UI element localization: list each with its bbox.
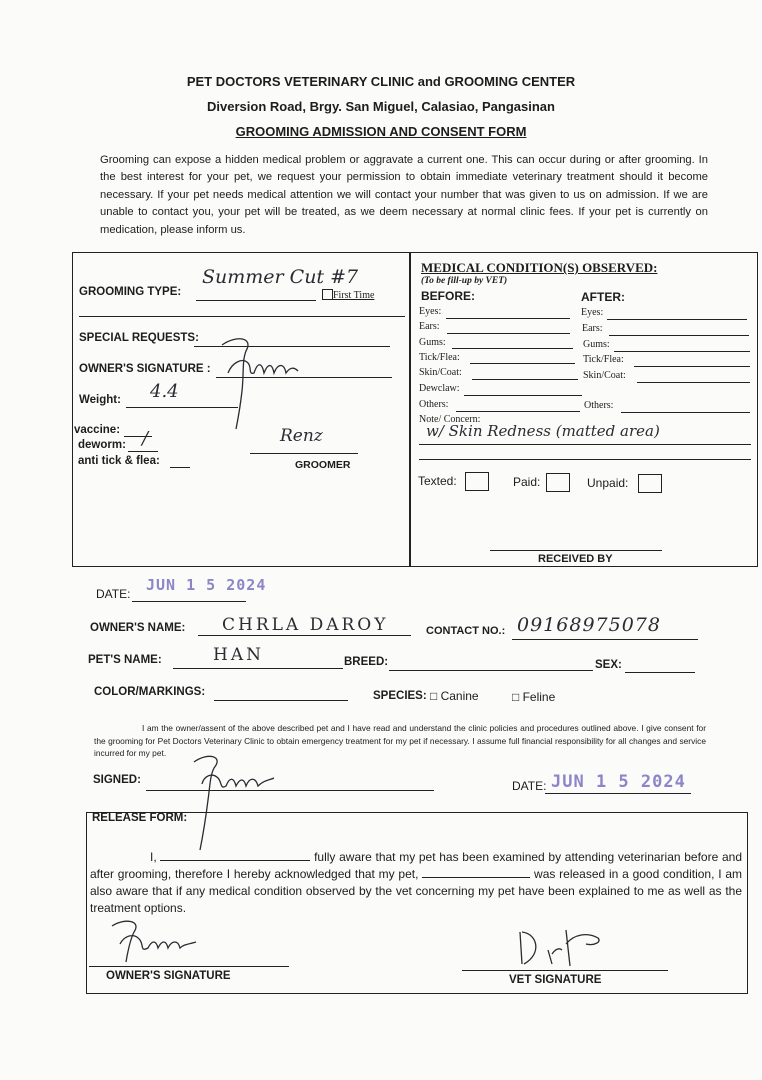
date-stamp[interactable]: JUN 1 5 2024	[146, 576, 267, 594]
paid-label: Paid:	[513, 475, 541, 489]
after-eyes-line[interactable]	[607, 319, 747, 320]
feline-option[interactable]: □ Feline	[512, 690, 556, 704]
vet-signature-label: VET SIGNATURE	[509, 974, 602, 986]
consent-paragraph: I am the owner/assent of the above described pet and I have read and understand the clinic policies and procedures outlined above. I give consent for the grooming for Pet Doctors Veterinary Clinic to obtain emergency treatment for my pet if necessary. I assume full financial responsibility for all changes and service incurred for my pet.	[94, 723, 706, 758]
before-label: BEFORE:	[421, 289, 475, 303]
contact-value[interactable]: 09168975078	[517, 614, 661, 636]
before-eyes-line[interactable]	[446, 318, 570, 319]
sex-label: SEX:	[595, 659, 622, 671]
before-skin-label: Skin/Coat:	[419, 367, 462, 378]
weight-label: Weight:	[79, 394, 121, 406]
before-skin-line[interactable]	[472, 379, 578, 380]
weight-value[interactable]: 4.4	[150, 381, 179, 402]
owner-name-label: OWNER'S NAME:	[90, 622, 186, 634]
release-paragraph	[90, 849, 742, 917]
after-tick-label: Tick/Flea:	[583, 354, 624, 365]
signed-date-stamp[interactable]: JUN 1 5 2024	[551, 772, 686, 792]
contact-label: CONTACT NO.:	[426, 625, 506, 637]
vaccine-label: vaccine:	[74, 424, 121, 436]
after-skin-line[interactable]	[637, 382, 750, 383]
release-owner-blank[interactable]	[160, 849, 310, 861]
box-divider	[409, 252, 411, 567]
special-requests-label: SPECIAL REQUESTS:	[79, 332, 199, 344]
signed-date-label: DATE:	[512, 779, 547, 793]
color-markings-label: COLOR/MARKINGS:	[94, 686, 206, 698]
clinic-address: Diversion Road, Brgy. San Miguel, Calasiao, Pangasinan	[207, 99, 555, 114]
before-dewclaw-line[interactable]	[464, 395, 582, 396]
signed-date-line	[545, 793, 691, 794]
grooming-type-line	[196, 300, 316, 301]
before-ears-label: Ears:	[419, 321, 440, 332]
anti-tick-line	[170, 467, 190, 468]
after-label: AFTER:	[581, 290, 625, 304]
contact-line	[512, 639, 698, 640]
first-time-label: First Time	[333, 290, 375, 301]
owner-release-signature-label: OWNER'S SIGNATURE	[106, 970, 231, 982]
after-gums-line[interactable]	[614, 351, 750, 352]
vet-signature-mark	[508, 924, 608, 970]
breed-label: BREED:	[344, 656, 389, 668]
release-text-2: fully aware that my pet has been examined by attending veterinarian before and after grooming, therefore I hereby acknowledged that my pet,	[90, 850, 742, 881]
grooming-type-extra-line	[79, 316, 405, 317]
intro-paragraph: Grooming can expose a hidden medical problem or aggravate a current one. This can occur during or after grooming. In the best interest for your pet, we request your permission to obtain immediate veterinary treatment should it become necessary. If your pet needs medical attention we will contact your number that was given to us on admission. If we are unable to contact you, your pet will be treated, as we deem necessary at normal clinic fees. If your pet is currently on medication, please inform us.	[100, 154, 708, 236]
owner-signature-label: OWNER'S SIGNATURE :	[79, 363, 211, 375]
first-time-checkbox[interactable]	[322, 289, 333, 300]
breed-line[interactable]	[389, 670, 593, 671]
deworm-line	[128, 451, 158, 452]
deworm-label: deworm:	[78, 439, 126, 451]
date-label: DATE:	[96, 587, 131, 601]
release-pet-blank[interactable]	[422, 866, 530, 878]
after-ears-line[interactable]	[609, 335, 749, 336]
before-dewclaw-label: Dewclaw:	[419, 383, 460, 394]
groomer-label: GROOMER	[295, 459, 351, 471]
deworm-value[interactable]: /	[142, 428, 149, 449]
owner-release-signature-line	[89, 966, 289, 967]
unpaid-checkbox[interactable]	[638, 474, 662, 493]
pet-name-label: PET'S NAME:	[88, 654, 162, 666]
unpaid-label: Unpaid:	[587, 476, 629, 490]
signed-label: SIGNED:	[93, 774, 141, 786]
after-others-line[interactable]	[621, 412, 750, 413]
release-i: I,	[150, 850, 157, 864]
vet-signature-line	[462, 970, 668, 971]
before-eyes-label: Eyes:	[419, 306, 442, 317]
received-by-line	[490, 550, 662, 551]
texted-checkbox[interactable]	[465, 472, 489, 491]
canine-option[interactable]: □ Canine	[430, 689, 479, 703]
before-ears-line[interactable]	[447, 333, 570, 334]
note-line-2	[419, 459, 751, 460]
grooming-medical-box	[72, 252, 758, 567]
sex-line[interactable]	[625, 672, 695, 673]
date-line	[132, 601, 246, 602]
note-line-1	[419, 444, 751, 445]
grooming-type-value[interactable]: Summer Cut #7	[202, 266, 359, 288]
after-gums-label: Gums:	[583, 339, 610, 350]
after-eyes-label: Eyes:	[581, 307, 604, 318]
after-tick-line[interactable]	[634, 366, 750, 367]
groomer-value[interactable]: Renz	[280, 426, 323, 446]
after-skin-label: Skin/Coat:	[583, 370, 626, 381]
anti-tick-label: anti tick & flea:	[78, 455, 160, 467]
pet-name-value[interactable]: HAN	[213, 645, 264, 665]
before-others-label: Others:	[419, 399, 449, 410]
owner-name-line	[198, 635, 411, 636]
medical-subtitle: (To be fill-up by VET)	[421, 276, 508, 286]
grooming-type-label: GROOMING TYPE:	[79, 286, 182, 298]
after-ears-label: Ears:	[582, 323, 603, 334]
release-text-3: was released in a good condition, I am also aware that if any medical condition observed by the vet concerning my pet have been explained to me as well as the treatment options.	[90, 867, 742, 915]
color-markings-line[interactable]	[214, 700, 348, 701]
texted-label: Texted:	[418, 474, 457, 488]
clinic-name: PET DOCTORS VETERINARY CLINIC and GROOMING CENTER	[186, 74, 576, 89]
weight-line	[126, 407, 238, 408]
form-title: GROOMING ADMISSION AND CONSENT FORM	[235, 124, 527, 139]
before-gums-line[interactable]	[452, 348, 573, 349]
before-gums-label: Gums:	[419, 337, 446, 348]
before-tick-label: Tick/Flea:	[419, 352, 460, 363]
note-value[interactable]: w/ Skin Redness (matted area)	[426, 422, 660, 440]
release-title: RELEASE FORM:	[92, 812, 188, 824]
owner-release-signature-mark	[106, 916, 216, 970]
owner-signature-mark-top	[214, 333, 304, 433]
groomer-line	[250, 453, 358, 454]
owner-name-value[interactable]: CHRLA DAROY	[222, 615, 389, 635]
before-others-line[interactable]	[456, 411, 580, 412]
before-tick-line[interactable]	[470, 363, 575, 364]
medical-title: MEDICAL CONDITION(S) OBSERVED:	[421, 260, 658, 275]
pet-name-line	[173, 668, 343, 669]
after-others-label: Others:	[584, 400, 614, 411]
note-label: Note/ Concern:	[419, 414, 481, 425]
paid-checkbox[interactable]	[546, 473, 570, 492]
species-label: SPECIES:	[373, 690, 427, 702]
received-by-label: RECEIVED BY	[538, 553, 613, 565]
